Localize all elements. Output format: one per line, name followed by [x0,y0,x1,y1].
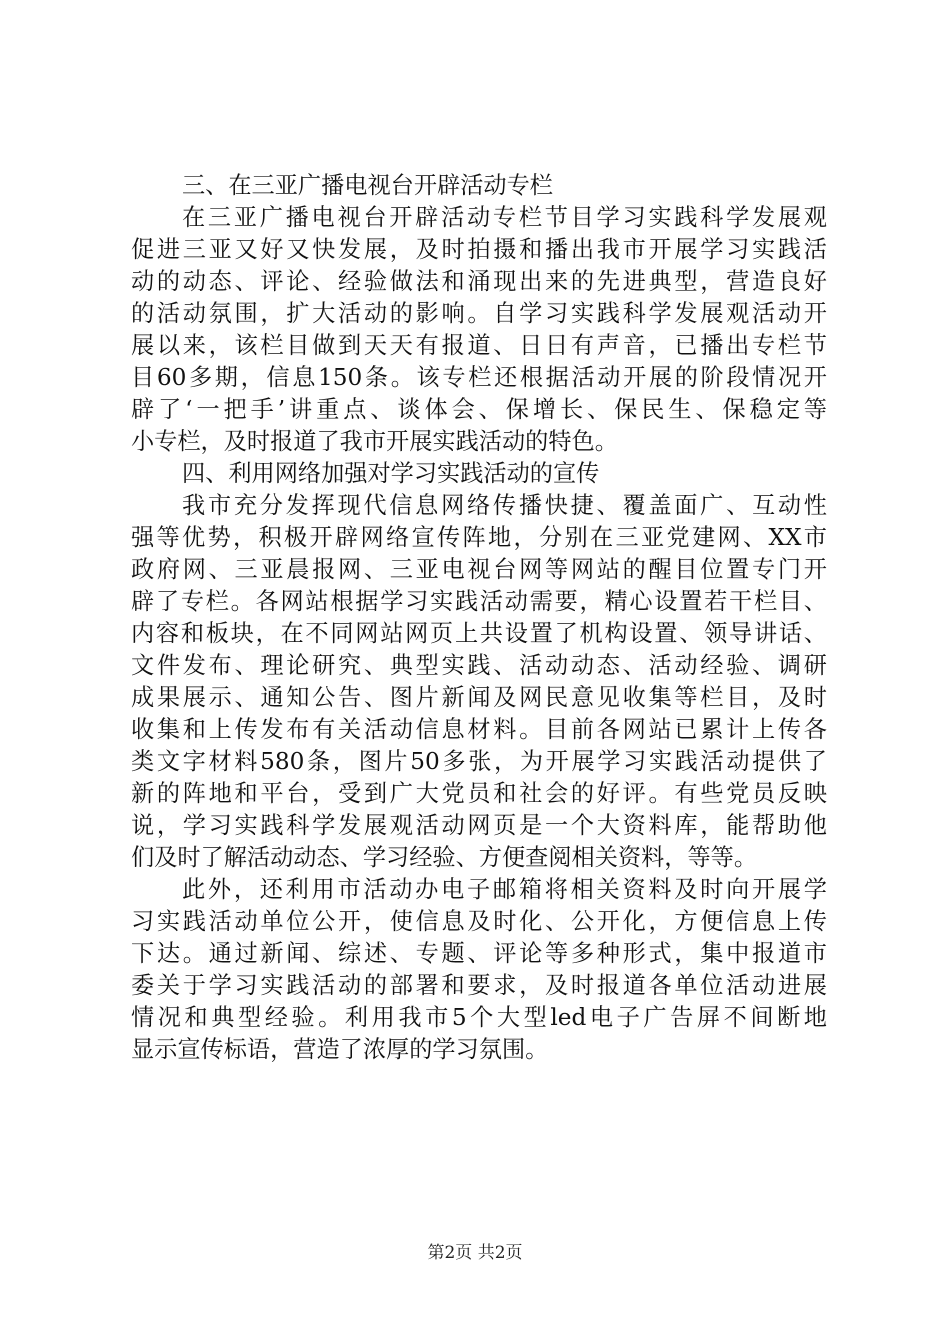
paragraph-line: 习实践活动单位公开，使信息及时化、公开化，方便信息上传 [131,908,827,935]
paragraph-line: 我市充分发挥现代信息网络传播快捷、覆盖面广、互动性 [182,492,827,519]
paragraph-line: 在三亚广播电视台开辟活动专栏节目学习实践科学发展观 [182,204,827,231]
paragraph-line: 此外，还利用市活动办电子邮箱将相关资料及时向开展学 [182,876,827,903]
paragraph-line: 委关于学习实践活动的部署和要求，及时报道各单位活动进展 [131,972,827,999]
paragraph-line: 展以来，该栏目做到天天有报道、日日有声音，已播出专栏节 [131,332,827,359]
paragraph-line: 小专栏，及时报道了我市开展实践活动的特色。 [131,428,618,455]
paragraph-line: 们及时了解活动动态、学习经验、方便查阅相关资料，等等。 [131,844,758,871]
paragraph-line: 成果展示、通知公告、图片新闻及网民意见收集等栏目，及时 [131,684,827,711]
paragraph-line: 说，学习实践科学发展观活动网页是一个大资料库，能帮助他 [131,812,827,839]
paragraph-line: 辟了专栏。各网站根据学习实践活动需要，精心设置若干栏目、 [131,588,827,615]
paragraph-line: 政府网、三亚晨报网、三亚电视台网等网站的醒目位置专门开 [131,556,827,583]
paragraph-line: 辟了‘一把手’讲重点、谈体会、保增长、保民生、保稳定等 [131,396,827,423]
paragraph-line: 文件发布、理论研究、典型实践、活动动态、活动经验、调研 [131,652,827,679]
paragraph-line: 目60多期，信息150条。该专栏还根据活动开展的阶段情况开 [131,364,827,391]
paragraph-line: 下达。通过新闻、综述、专题、评论等多种形式，集中报道市 [131,940,827,967]
paragraph-line: 的活动氛围，扩大活动的影响。自学习实践科学发展观活动开 [131,300,827,327]
paragraph-line: 类文字材料580条，图片50多张，为开展学习实践活动提供了 [131,748,827,775]
document-body [131,170,827,1066]
paragraph-line: 促进三亚又好又快发展，及时拍摄和播出我市开展学习实践活 [131,236,827,263]
paragraph-line: 动的动态、评论、经验做法和涌现出来的先进典型，营造良好 [131,268,827,295]
paragraph-line: 情况和典型经验。利用我市5个大型led电子广告屏不间断地 [131,1004,827,1031]
paragraph-line: 强等优势，积极开辟网络宣传阵地，分别在三亚党建网、XX市 [131,524,827,551]
section-heading-4: 四、利用网络加强对学习实践活动的宣传 [182,460,600,487]
section-heading-3: 三、在三亚广播电视台开辟活动专栏 [182,172,553,199]
page-number-footer: 第2页 共2页 [427,1243,523,1263]
paragraph-line: 收集和上传发布有关活动信息材料。目前各网站已累计上传各 [131,716,827,743]
paragraph-line: 新的阵地和平台，受到广大党员和社会的好评。有些党员反映 [131,780,827,807]
paragraph-line: 内容和板块，在不同网站网页上共设置了机构设置、领导讲话、 [131,620,827,647]
paragraph-line: 显示宣传标语，营造了浓厚的学习氛围。 [131,1036,549,1063]
